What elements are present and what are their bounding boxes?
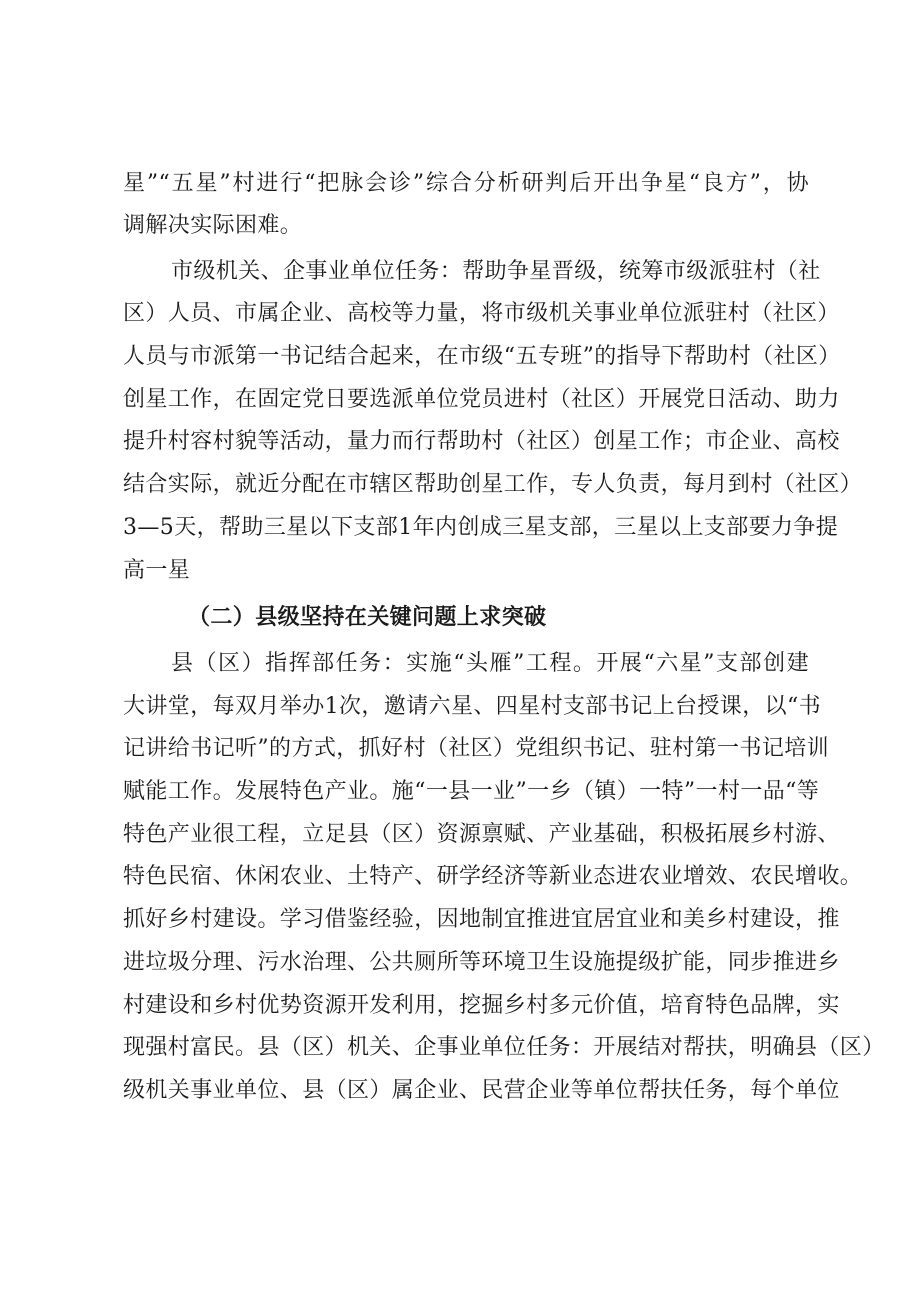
text-line: 进垃圾分理、污水治理、公共厕所等环境卫生设施提级扩能，同步推进乡 — [123, 950, 840, 975]
text-line: 高一星 — [123, 558, 191, 583]
section-heading: （二）县级坚持在关键问题上求突破 — [188, 604, 547, 630]
text-line: 提升村容村貌等活动，量力而行帮助村（社区）创星工作；市企业、高校 — [123, 429, 840, 454]
text-line: 赋能工作。发展特色产业。施“一县一业”一乡（镇）一特”一村一品“等 — [123, 779, 820, 804]
text-line: 3—5天，帮助三星以下支部1年内创成三星支部，三星以上支部要力争提 — [123, 515, 839, 540]
paragraph-first-line: 市级机关、企事业单位任务：帮助争星晋级，统筹市级派驻村（社 — [171, 259, 821, 284]
text-line: 星”“五星”村进行“把脉会诊”综合分析研判后开出争星“良方”，协 — [123, 171, 809, 196]
text-line: 记讲给书记听”的方式，抓好村（社区）党组织书记、驻村第一书记培训 — [123, 736, 830, 761]
text-line: 村建设和乡村优势资源开发利用，挖掘乡村多元价值，培育特色品牌，实 — [123, 993, 840, 1018]
text-line: 大讲堂，每双月举办1次，邀请六星、四星村支部书记上台授课，以“书 — [123, 694, 822, 719]
text-line: 现强村富民。县（区）机关、企事业单位任务：开展结对帮扶，明确县（区） — [123, 1035, 885, 1060]
text-line: 结合实际，就近分配在市辖区帮助创星工作，专人负责，每月到村（社区） — [123, 472, 863, 497]
text-line: 创星工作，在固定党日要选派单位党员进村（社区）开展党日活动、助力 — [123, 387, 840, 412]
text-line: 特色产业很工程，立足县（区）资源禀赋、产业基础，积极拓展乡村游、 — [123, 822, 840, 847]
text-line: 级机关事业单位、县（区）属企业、民营企业等单位帮扶任务，每个单位 — [123, 1078, 840, 1103]
paragraph-first-line: 县（区）指挥部任务：实施“头雁”工程。开展“六星”支部创建 — [171, 651, 809, 676]
text-line: 区）人员、市属企业、高校等力量，将市级机关事业单位派驻村（社区） — [123, 301, 840, 326]
text-line: 特色民宿、休闲农业、土特产、研学经济等新业态进农业增效、农民增收。 — [123, 864, 863, 889]
text-line: 人员与市派第一书记结合起来，在市级“五专班”的指导下帮助村（社区） — [123, 344, 841, 369]
text-line: 抓好乡村建设。学习借鉴经验，因地制宜推进宜居宜业和美乡村建设，推 — [123, 907, 840, 932]
text-line: 调解决实际困难。 — [123, 213, 303, 238]
